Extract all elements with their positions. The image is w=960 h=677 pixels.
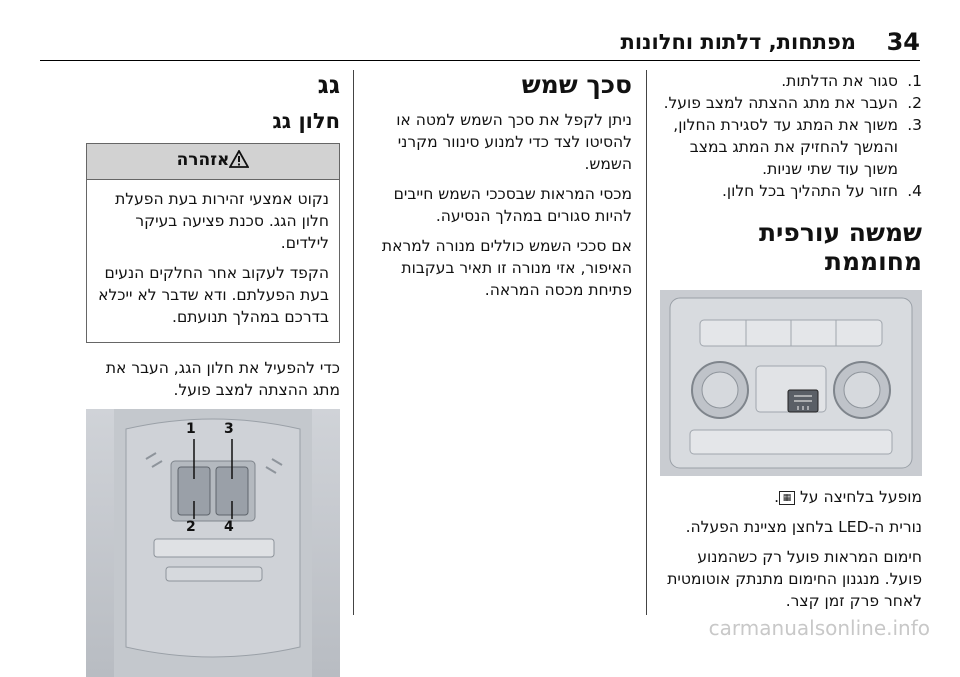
warning-text-1: נקוט אמצעי זהירות בעת הפעלת חלון הגג. סכנת פציעה בעיקר לילדים. <box>115 190 329 252</box>
page-number: 34 <box>886 28 920 56</box>
section-title-heated-rear-window: שמשה עורפית מחוממת <box>758 218 922 276</box>
page-title: מפתחות, דלתות וחלונות <box>620 30 856 54</box>
sunroof-console-illustration <box>86 409 340 677</box>
sunroof-paragraph: כדי להפעיל את חלון הגג, העבר את מתג ההצתה למצב פועל. <box>105 359 340 399</box>
warning-body <box>87 180 339 342</box>
column-heated-window <box>660 70 922 620</box>
column-divider-right <box>646 70 647 615</box>
step-item: 3. משוך את המתג עד לסגירת החלון, והמשך להחזיק את המתג במצב משוך עוד שתי שניות. <box>673 116 922 178</box>
column-sunroof <box>86 70 340 677</box>
step-item: 4. חזור על התהליך בכל חלון. <box>721 182 922 200</box>
warning-header <box>87 144 339 180</box>
warning-title: אזהרה <box>176 150 230 170</box>
sunvisor-paragraph-3: אם סככי השמש כוללים מנורה למראת האיפור, אזי מנורה זו תאיר בעקבות פתיחת מכסה המראה. <box>381 237 632 299</box>
watermark: carmanualsonline.info <box>708 616 930 640</box>
page-header <box>40 28 920 58</box>
heated-window-paragraph-2: נורית ה-LED בלחצן מציינת הפעלה. <box>685 518 922 536</box>
figure-label-2: 2 <box>186 519 196 535</box>
header-rule <box>40 60 920 61</box>
warning-text-2: הקפד לעקוב אחר החלקים הנעים בעת הפעלתם. ודא שדבר לא ייכלא בדרכם במהלך תנועתם. <box>98 264 329 326</box>
warning-icon <box>229 150 249 173</box>
heated-window-paragraph-3: חימום המראות פועל רק כשהמנוע פועל. מנגנון החימום מתנתק אוטומטית לאחר פרק זמן קצר. <box>667 548 922 610</box>
section-title-sunvisor: סכך שמש <box>521 70 632 99</box>
column-sunvisor <box>376 70 632 309</box>
rear-defrost-icon: ▦ <box>779 491 795 505</box>
sunvisor-paragraph-2: מכסי המראות שבסככי השמש חייבים להיות סגורים במהלך הנסיעה. <box>393 185 632 225</box>
climate-panel-illustration <box>660 290 922 476</box>
figure-label-3: 3 <box>224 421 234 437</box>
figure-label-1: 1 <box>186 421 196 437</box>
subsection-title-sunroof: חלון גג <box>272 109 340 133</box>
climate-panel-figure <box>660 290 922 476</box>
sunvisor-paragraph-1: ניתן לקפל את סכך השמש למטה או להסיטו לצד כדי למנוע סינוור מקרני השמש. <box>396 111 632 173</box>
step-item: 2. העבר את מתג ההצתה למצב פועל. <box>663 94 922 112</box>
figure-label-4: 4 <box>224 519 234 535</box>
sunroof-switch-figure <box>86 409 340 677</box>
window-steps-list <box>660 70 922 202</box>
column-divider-left <box>353 70 354 615</box>
step-item: 1. סגור את הדלתות. <box>781 72 922 90</box>
section-title-roof: גג <box>317 70 340 99</box>
warning-box <box>86 143 340 343</box>
heated-window-paragraph-1: מופעל בלחיצה על ▦. <box>774 488 922 506</box>
